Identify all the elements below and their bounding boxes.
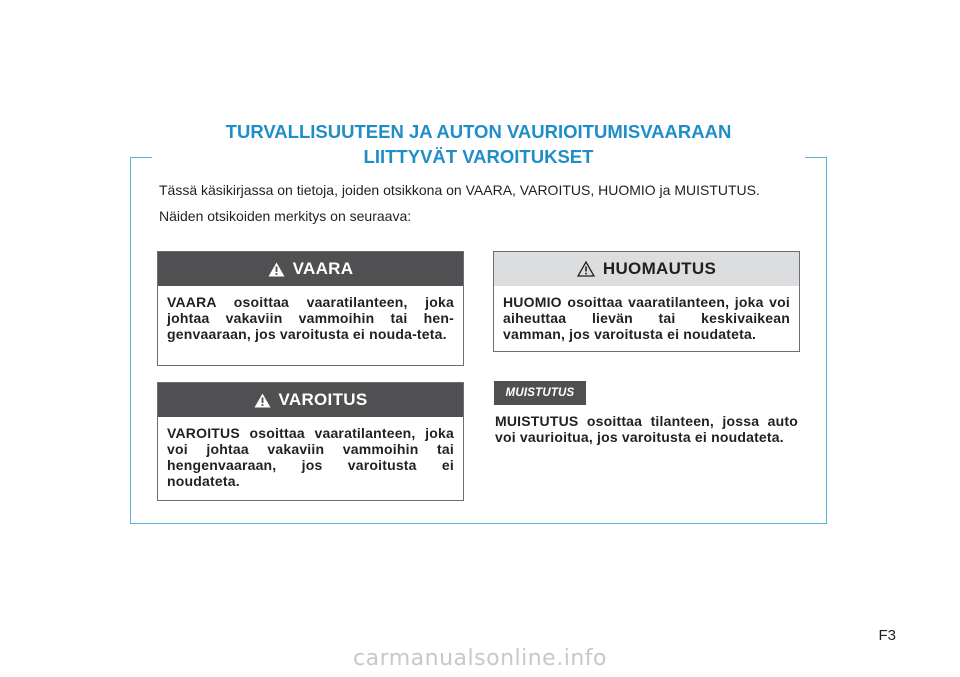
section-title [130,119,827,169]
muistutus-tag: MUISTUTUS [494,381,586,405]
vaara-heading: VAARA [292,259,354,278]
warning-triangle-icon [577,261,595,277]
watermark: carmanualsonline.info [353,646,607,671]
vaara-text: VAARA osoittaa vaaratilanteen, joka johtaa vakaviin vammoihin tai hen-genvaaraan, jos varoitusta ei nouda-teta. [167,294,454,342]
huomautus-header [494,252,799,286]
intro-paragraph-1: Tässä käsikirjassa on tietoja, joiden otsikkona on VAARA, VAROITUS, HUOMIO ja MUISTUTUS. [159,182,760,198]
varoitus-heading: VAROITUS [278,390,368,409]
huomautus-text: HUOMIO osoittaa vaaratilanteen, joka voi aiheuttaa lievän tai keskivaikean vamman, jos varoitusta ei noudateta. [503,294,790,342]
frame-left [130,157,131,524]
frame-right [826,157,827,524]
varoitus-box [157,382,464,501]
varoitus-text: VAROITUS osoittaa vaaratilanteen, joka voi johtaa vakaviin vammoihin tai hengenvaaraan, jos varoitusta ei noudateta. [167,425,454,489]
frame-top-right [805,157,827,158]
page-number: F3 [878,627,896,644]
varoitus-header [158,383,463,417]
warning-triangle-icon [268,262,285,277]
warning-triangle-icon [254,393,271,408]
frame-bottom [130,523,827,524]
intro-text [159,182,802,234]
section-title-line-1: TURVALLISUUTEEN JA AUTON VAURIOITUMISVAARAAN [225,121,732,142]
huomautus-box [493,251,800,352]
vaara-header [158,252,463,286]
vaara-box [157,251,464,366]
muistutus-text: MUISTUTUS osoittaa tilanteen, jossa auto voi vaurioitua, jos varoitusta ei noudateta. [495,413,798,445]
intro-paragraph-2: Näiden otsikoiden merkitys on seuraava: [159,208,412,224]
huomautus-heading: HUOMAUTUS [602,259,717,278]
frame-top-left [130,157,152,158]
section-title-line-2: LIITTYVÄT VAROITUKSET [363,146,594,167]
